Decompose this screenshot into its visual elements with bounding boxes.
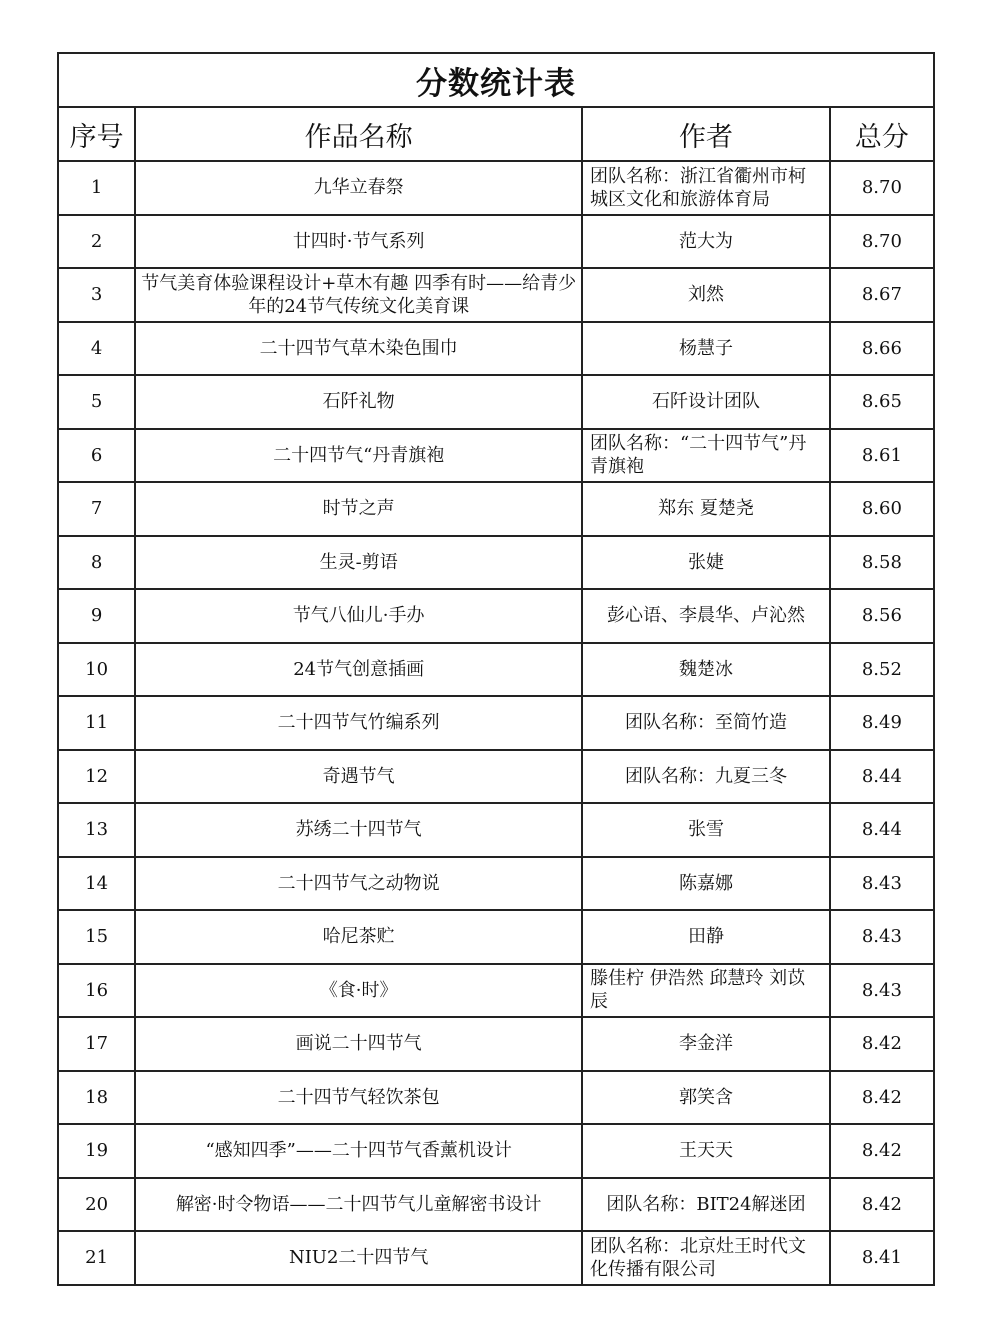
cell-no: 19 [58,1124,135,1178]
cell-author [582,482,830,536]
cell-name [135,1231,582,1285]
cell-no: 21 [58,1231,135,1285]
table-row [58,803,934,857]
cell-name [135,643,582,697]
cell-author [582,1124,830,1178]
header-no: 序号 [58,107,135,161]
author-name: 范大为 [678,230,733,252]
cell-name [135,589,582,643]
cell-name [135,803,582,857]
cell-name [135,1124,582,1178]
cell-score: 8.42 [830,1017,934,1071]
work-name: 苏绣二十四节气 [295,819,422,841]
work-name: NIU2二十四节气 [288,1247,429,1269]
cell-score: 8.44 [830,750,934,804]
table-row [58,1231,934,1285]
table-row [58,161,934,215]
author-name: 张婕 [687,551,724,573]
table-row [58,215,934,269]
work-name: 九华立春祭 [313,177,404,199]
cell-no: 10 [58,643,135,697]
table-row [58,910,934,964]
cell-no: 3 [58,268,135,322]
cell-score: 8.60 [830,482,934,536]
author-name: 团队名称：BIT24解迷团 [606,1193,806,1215]
cell-author [582,1178,830,1232]
cell-name [135,857,582,911]
cell-author [582,803,830,857]
table-row [58,375,934,429]
cell-author [582,589,830,643]
cell-no: 8 [58,536,135,590]
cell-no: 7 [58,482,135,536]
cell-score: 8.52 [830,643,934,697]
cell-score: 8.61 [830,429,934,483]
cell-score: 8.70 [830,215,934,269]
cell-author [582,1017,830,1071]
author-name: 团队名称：至简竹造 [624,712,787,734]
cell-no: 17 [58,1017,135,1071]
title-row [58,53,934,107]
cell-name [135,375,582,429]
author-name: 郭笑含 [678,1086,733,1108]
cell-no: 14 [58,857,135,911]
cell-author [582,268,830,322]
work-name: 二十四节气竹编系列 [277,712,440,734]
cell-score: 8.66 [830,322,934,376]
cell-name [135,910,582,964]
author-name: 田静 [687,926,724,948]
work-name: 哈尼茶贮 [322,926,395,948]
work-name: 廿四时·节气系列 [292,230,425,252]
cell-author [582,964,830,1018]
table-row [58,643,934,697]
work-name: 二十四节气草木染色围巾 [259,337,458,359]
cell-no: 13 [58,803,135,857]
cell-no: 2 [58,215,135,269]
work-name: 画说二十四节气 [295,1033,422,1055]
header-author: 作者 [582,107,830,161]
author-name: 魏楚冰 [678,658,733,680]
table-row [58,750,934,804]
table-row [58,1017,934,1071]
cell-author [582,322,830,376]
cell-score: 8.67 [830,268,934,322]
cell-name [135,536,582,590]
cell-no: 5 [58,375,135,429]
cell-score: 8.58 [830,536,934,590]
cell-author [582,857,830,911]
work-name: 解密·时令物语——二十四节气儿童解密书设计 [175,1193,542,1215]
work-name: 《食·时》 [319,979,398,1001]
cell-author [582,536,830,590]
cell-score: 8.42 [830,1124,934,1178]
author-name: 李金洋 [678,1033,733,1055]
cell-no: 1 [58,161,135,215]
table-row [58,1124,934,1178]
cell-name [135,696,582,750]
work-name: 24节气创意插画 [293,658,425,680]
cell-score: 8.42 [830,1071,934,1125]
table-row [58,536,934,590]
cell-no: 6 [58,429,135,483]
work-name: “感知四季”——二十四节气香薰机设计 [205,1140,512,1162]
table-row [58,429,934,483]
work-name: 生灵-剪语 [319,551,398,573]
author-name: 团队名称：浙江省衢州市柯城区文化和旅游体育局 [589,165,806,210]
table-row [58,268,934,322]
score-table [57,52,935,1286]
cell-author [582,1071,830,1125]
cell-name [135,482,582,536]
cell-name [135,161,582,215]
work-name: 二十四节气之动物说 [277,872,440,894]
author-name: 团队名称：北京灶王时代文化传播有限公司 [589,1235,806,1280]
author-name: 张雪 [687,819,724,841]
cell-author [582,1231,830,1285]
author-name: 石阡设计团队 [651,391,760,413]
cell-author [582,161,830,215]
header-row [58,107,934,161]
work-name: 石阡礼物 [322,391,395,413]
cell-author [582,215,830,269]
author-name: 陈嘉娜 [678,872,733,894]
cell-name [135,322,582,376]
cell-name [135,1178,582,1232]
cell-no: 11 [58,696,135,750]
cell-no: 15 [58,910,135,964]
cell-no: 12 [58,750,135,804]
author-name: 刘然 [687,284,724,306]
cell-author [582,696,830,750]
author-name: 王天天 [678,1140,733,1162]
cell-name [135,750,582,804]
cell-no: 4 [58,322,135,376]
cell-score: 8.42 [830,1178,934,1232]
cell-name [135,268,582,322]
cell-score: 8.43 [830,910,934,964]
header-name: 作品名称 [135,107,582,161]
work-name: 节气八仙儿·手办 [292,605,425,627]
cell-no: 20 [58,1178,135,1232]
cell-score: 8.41 [830,1231,934,1285]
author-name: 彭心语、李晨华、卢沁然 [606,605,805,627]
table-row [58,857,934,911]
table-title: 分数统计表 [58,53,934,107]
work-name: 二十四节气“丹青旗袍 [273,444,445,466]
cell-name [135,215,582,269]
table-row [58,964,934,1018]
cell-score: 8.44 [830,803,934,857]
header-score: 总分 [830,107,934,161]
table-body [58,161,934,1285]
table-row [58,322,934,376]
author-name: 杨慧子 [678,337,733,359]
table-row [58,589,934,643]
table-row [58,1071,934,1125]
cell-author [582,750,830,804]
cell-score: 8.70 [830,161,934,215]
cell-score: 8.49 [830,696,934,750]
work-name: 二十四节气轻饮茶包 [277,1086,440,1108]
cell-score: 8.56 [830,589,934,643]
cell-no: 18 [58,1071,135,1125]
work-name: 奇遇节气 [322,765,395,787]
cell-author [582,910,830,964]
table-row [58,696,934,750]
cell-author [582,375,830,429]
cell-no: 16 [58,964,135,1018]
cell-name [135,429,582,483]
author-name: 团队名称：“二十四节气”丹青旗袍 [589,433,807,478]
cell-name [135,1071,582,1125]
cell-no: 9 [58,589,135,643]
author-name: 团队名称：九夏三冬 [624,765,787,787]
cell-score: 8.43 [830,964,934,1018]
cell-score: 8.65 [830,375,934,429]
cell-name [135,964,582,1018]
cell-score: 8.43 [830,857,934,911]
author-name: 滕佳柠 伊浩然 邱慧玲 刘苡辰 [589,968,806,1013]
table-row [58,482,934,536]
work-name: 时节之声 [322,498,395,520]
work-name: 节气美育体验课程设计+草木有趣 四季有时——给青少年的24节气传统文化美育课 [141,272,577,317]
cell-author [582,429,830,483]
table-row [58,1178,934,1232]
author-name: 郑东 夏楚尧 [658,498,754,520]
cell-name [135,1017,582,1071]
cell-author [582,643,830,697]
